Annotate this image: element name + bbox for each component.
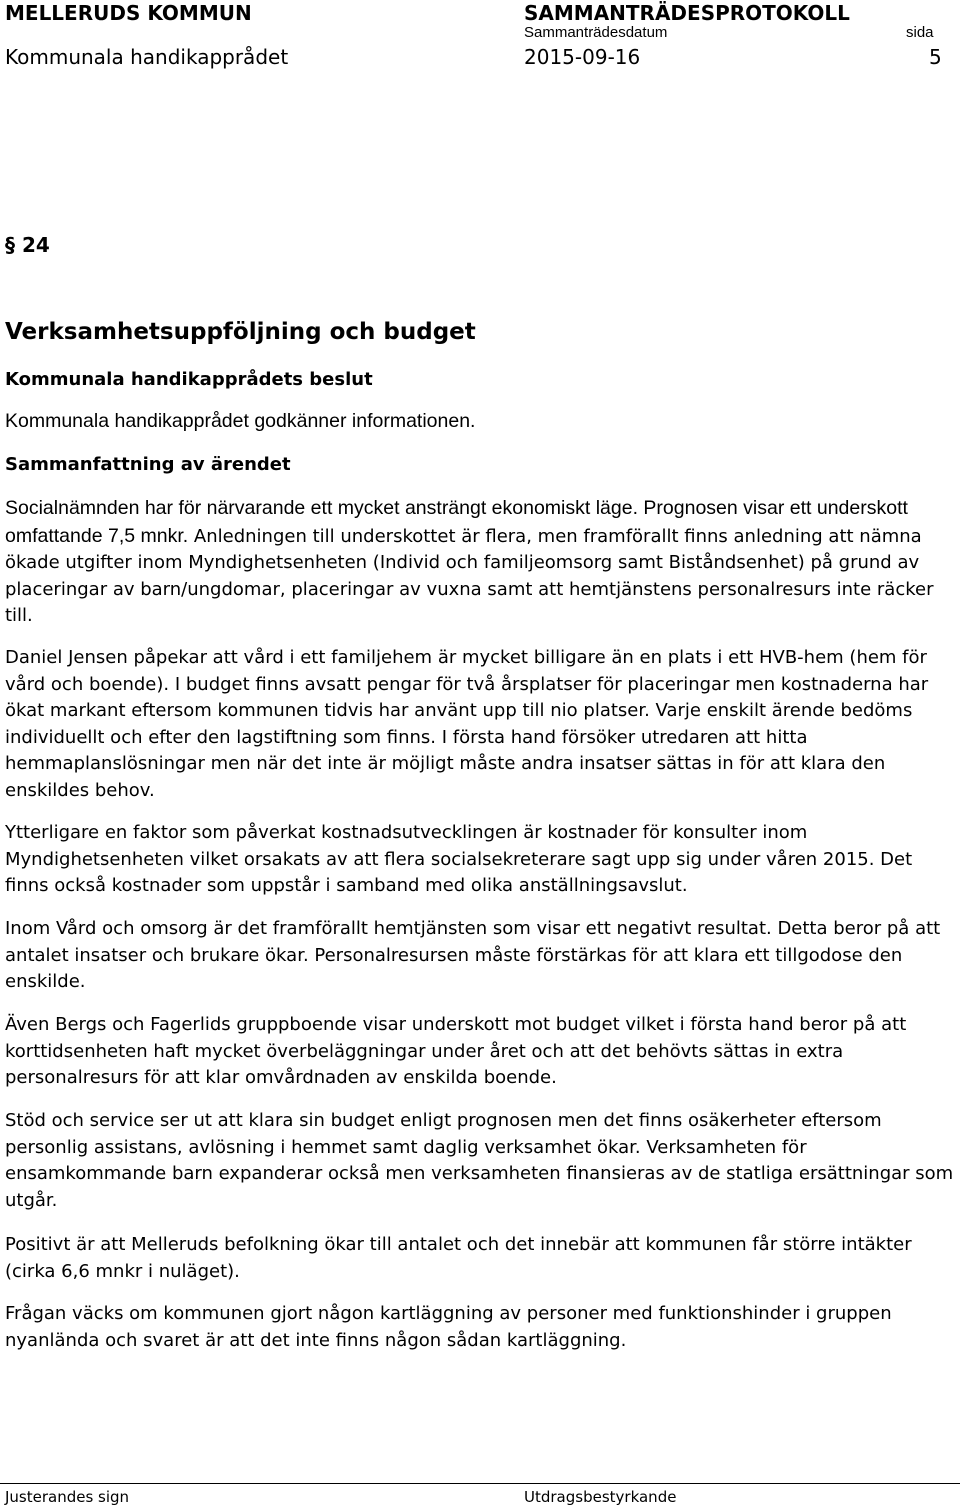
summary-text-part2: Anledningen till underskottet är flera, men framförallt finns anledning att nämna ökade utgifter inom Myndighetsenheten (Individ och familjeomsorg samt Biståndsenhet) på grund av placeringar av barn/ungdomar, placeringar av vuxna samt att hemtjänstens personalresurs inte räcker till. [5, 525, 934, 626]
committee-name: Kommunala handikapprådet [5, 45, 289, 69]
footer-divider [0, 1483, 960, 1484]
body-paragraph: Positivt är att Melleruds befolkning ökar till antalet och det innebär att kommunen får större intäkter (cirka 6,6 mnkr i nuläget). [5, 1234, 912, 1282]
body-paragraph: Daniel Jensen påpekar att vård i ett familjehem är mycket billigare än en plats i ett HVB-hem (hem för vård och boende). I budget finns avsatt pengar för två årsplatser för placeringar men kostnaderna har ökat markant eftersom kommunen tidvis har använt upp till nio platser. Varje enskilt ärende bedöms individuellt och efter den lagstiftning som finns. I första hand försöker utredaren att hitta hemmaplanslösningar men när det inte är möjligt måste andra insatser sättas in för att klara den enskildes behov. [5, 647, 929, 801]
body-paragraph: Ytterligare en faktor som påverkat kostnadsutvecklingen är kostnader för konsulter inom Myndighetsenheten vilket orsakats av att flera socialsekreterare sagt upp sig under våren 2015. Det finns också kostnader som uppstår i samband med olika anställningsavslut. [5, 822, 913, 896]
summary-heading: Sammanfattning av ärendet [5, 454, 291, 475]
footer-signature-label: Justerandes sign [5, 1488, 130, 1506]
summary-paragraph [5, 495, 953, 630]
page-number: 5 [929, 45, 942, 69]
meeting-date-label: Sammanträdesdatum [524, 24, 668, 41]
section-title: Verksamhetsuppföljning och budget [5, 319, 476, 345]
page-label: sida [906, 24, 934, 41]
summary-text-part1: Socialnämnden har för närvarande ett mycket ansträngt ekonomiskt läge. Prognosen visar ett underskott omfattande 7,5 mnkr. [5, 497, 908, 547]
document-type: SAMMANTRÄDESPROTOKOLL [524, 1, 850, 25]
body-paragraph: Även Bergs och Fagerlids gruppboende visar underskott mot budget vilket i första hand beror på att korttidsenheten haft mycket överbeläggningar under året och att det behövts sättas in extra personalresurs för att klar omvårdnaden av enskilda boende. [5, 1014, 907, 1088]
body-paragraph: Inom Vård och omsorg är det framförallt hemtjänsten som visar ett negativt resultat. Detta beror på att antalet insatser och brukare ökar. Personalresursen måste förstärkas för att klara ett tillgodose den enskilde. [5, 918, 941, 992]
decision-text: Kommunala handikapprådet godkänner informationen. [5, 410, 476, 432]
meeting-date: 2015-09-16 [524, 45, 641, 69]
footer-certification-label: Utdragsbestyrkande [524, 1488, 677, 1506]
paragraph-number: § 24 [5, 233, 50, 257]
organization-name: MELLERUDS KOMMUN [5, 1, 252, 25]
body-paragraph: Frågan väcks om kommunen gjort någon kartläggning av personer med funktionshinder i gruppen nyanlända och svaret är att det inte finns någon sådan kartläggning. [5, 1303, 892, 1351]
decision-heading: Kommunala handikapprådets beslut [5, 369, 373, 390]
body-paragraph: Stöd och service ser ut att klara sin budget enligt prognosen men det finns osäkerheter eftersom personlig assistans, avlösning i hemmet samt daglig verksamhet ökar. Verksamheten för ensamkommande barn expanderar också men verksamheten finansieras av de statliga ersättningar som utgår. [5, 1110, 954, 1211]
